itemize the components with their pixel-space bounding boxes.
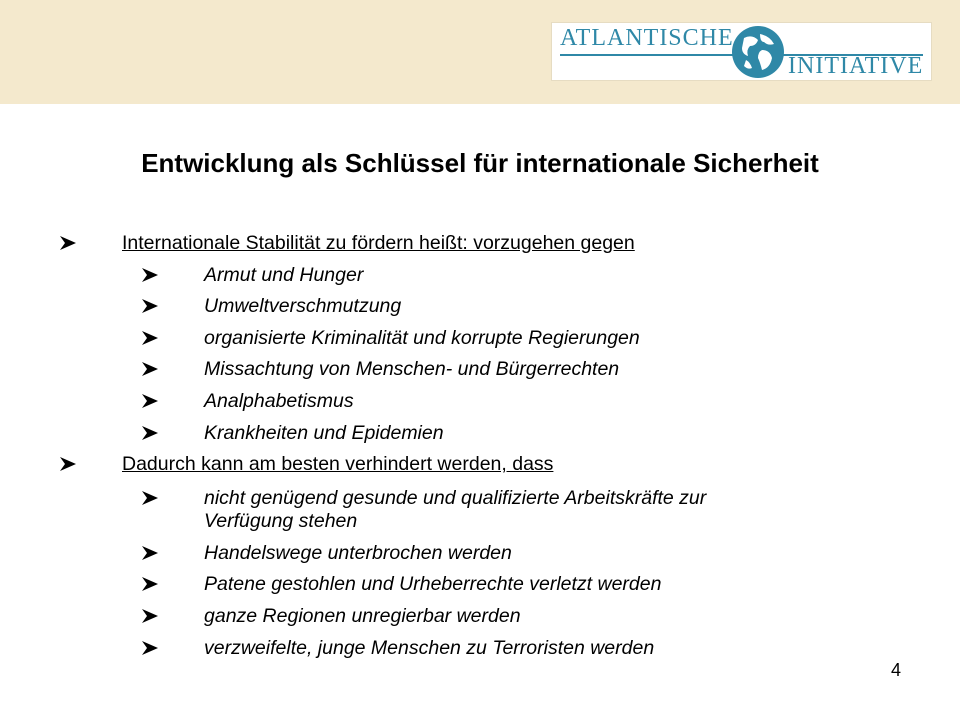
bullet-text: Internationale Stabilität zu fördern heißt: vorzugehen gegen (122, 232, 635, 254)
arrow-bullet-icon (142, 577, 158, 591)
bullet-text: Missachtung von Menschen- und Bürgerrechten (204, 358, 620, 380)
bullet-text: verzweifelte, junge Menschen zu Terroristen werden (204, 637, 655, 659)
arrow-bullet-icon (60, 236, 76, 250)
arrow-bullet-icon (142, 641, 158, 655)
page-number: 4 (891, 660, 902, 680)
bullet-text: Handelswege unterbrochen werden (204, 542, 512, 564)
arrow-bullet-icon (142, 491, 158, 505)
bullet-text: ganze Regionen unregierbar werden (204, 605, 521, 627)
arrow-bullet-icon (142, 268, 158, 282)
bullet-text: Dadurch kann am besten verhindert werden, dass (122, 453, 554, 475)
bullet-text: Krankheiten und Epidemien (204, 422, 444, 444)
bullet-text: Verfügung stehen (204, 510, 358, 532)
arrow-bullet-icon (142, 299, 158, 313)
globe-icon (730, 24, 786, 80)
logo-line2: INITIATIVE (788, 53, 924, 79)
bullet-text: Umweltverschmutzung (204, 295, 402, 317)
atlantische-initiative-logo (551, 22, 932, 81)
slide-title: Entwicklung als Schlüssel für internationale Sicherheit (141, 148, 819, 178)
arrow-bullet-icon (142, 394, 158, 408)
arrow-bullet-icon (142, 362, 158, 376)
arrow-bullet-icon (60, 457, 76, 471)
bullet-text: Patene gestohlen und Urheberrechte verletzt werden (204, 573, 662, 595)
arrow-bullet-icon (142, 546, 158, 560)
arrow-bullet-icon (142, 609, 158, 623)
arrow-bullet-icon (142, 426, 158, 440)
bullet-text: nicht genügend gesunde und qualifizierte Arbeitskräfte zur (204, 487, 707, 509)
bullet-text: Analphabetismus (204, 390, 354, 412)
bullet-text: organisierte Kriminalität und korrupte Regierungen (204, 327, 640, 349)
arrow-bullet-icon (142, 331, 158, 345)
bullet-text: Armut und Hunger (204, 264, 364, 286)
logo-line1: ATLANTISCHE (560, 25, 734, 51)
